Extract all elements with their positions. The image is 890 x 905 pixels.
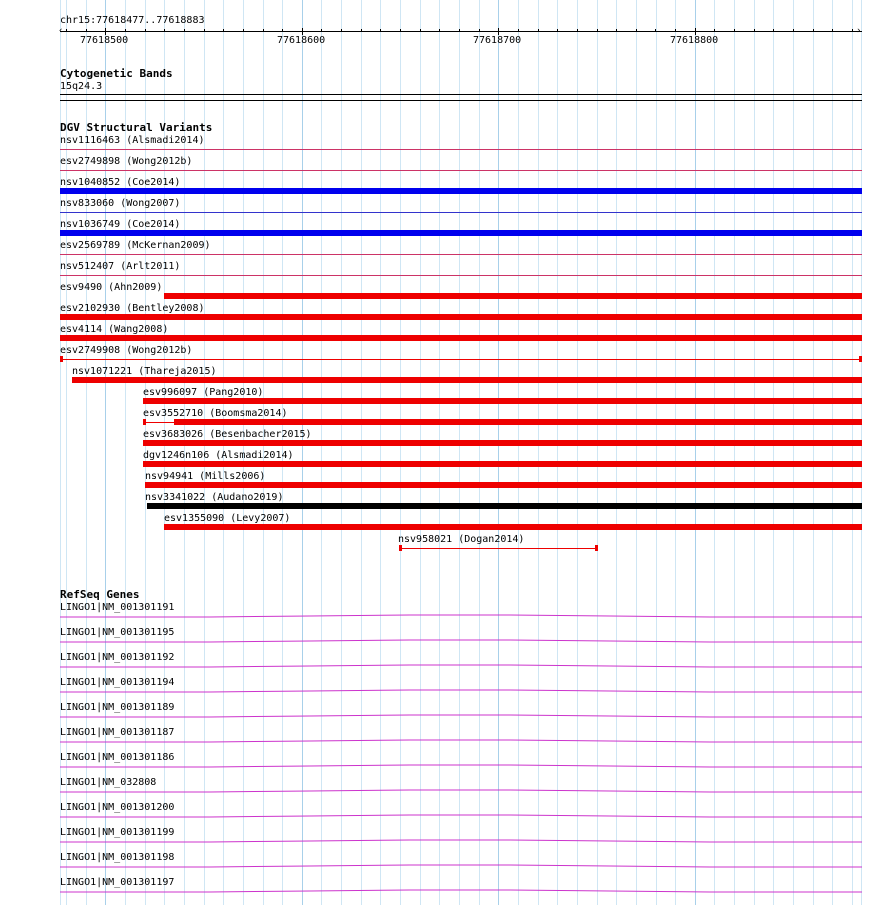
ruler-tick (105, 28, 106, 35)
ruler-tick (341, 29, 342, 32)
grid-line (861, 0, 862, 905)
ruler-tick (361, 29, 362, 32)
dgv-feature-label[interactable]: nsv94941 (Mills2006) (145, 471, 266, 482)
dgv-feature-bar[interactable] (60, 254, 862, 255)
grid-line (459, 0, 460, 905)
grid-line (498, 0, 499, 905)
ruler-tick (86, 29, 87, 32)
refseq-transcript-label[interactable]: LINGO1|NM_001301187 (60, 727, 175, 738)
grid-line (439, 0, 440, 905)
ruler-tick (793, 29, 794, 32)
grid-line (813, 0, 814, 905)
refseq-transcript-model[interactable] (60, 663, 862, 669)
grid-line (636, 0, 637, 905)
grid-line (557, 0, 558, 905)
grid-line (832, 0, 833, 905)
refseq-transcript-label[interactable]: LINGO1|NM_001301192 (60, 652, 175, 663)
ruler-tick (538, 29, 539, 32)
ruler-axis (60, 31, 862, 32)
dgv-feature-bar[interactable] (164, 293, 862, 299)
ruler-tick (439, 29, 440, 32)
refseq-transcript-model[interactable] (60, 713, 862, 719)
ruler-tick (145, 29, 146, 32)
dgv-feature-label[interactable]: esv2569789 (McKernan2009) (60, 240, 211, 251)
dgv-feature-endcap (143, 419, 146, 425)
ruler-tick (459, 29, 460, 32)
refseq-transcript-model[interactable] (60, 863, 862, 869)
grid-line (656, 0, 657, 905)
ruler-tick (813, 29, 814, 32)
dgv-feature-label[interactable]: esv1355090 (Levy2007) (164, 513, 291, 524)
ruler-tick (773, 29, 774, 32)
ruler-tick (223, 29, 224, 32)
ruler-tick (498, 28, 499, 35)
dgv-feature-bar[interactable] (143, 440, 862, 446)
dgv-feature-label[interactable]: nsv1116463 (Alsmadi2014) (60, 135, 205, 146)
refseq-transcript-label[interactable]: LINGO1|NM_001301197 (60, 877, 175, 888)
grid-line (538, 0, 539, 905)
dgv-feature-bar[interactable] (145, 482, 862, 488)
dgv-feature-label[interactable]: nsv833060 (Wong2007) (60, 198, 181, 209)
refseq-transcript-model[interactable] (60, 638, 862, 644)
ruler-tick (754, 29, 755, 32)
dgv-feature-bar[interactable] (143, 461, 862, 467)
dgv-feature-label[interactable]: nsv958021 (Dogan2014) (398, 534, 525, 545)
refseq-transcript-label[interactable]: LINGO1|NM_001301200 (60, 802, 175, 813)
dgv-feature-bar[interactable] (60, 188, 862, 194)
ruler-tick (282, 29, 283, 32)
ruler-tick (380, 29, 381, 32)
grid-line (577, 0, 578, 905)
ruler-tick (655, 29, 656, 32)
ruler-tick (636, 29, 637, 32)
grid-line (321, 0, 322, 905)
ruler-tick (420, 29, 421, 32)
dgv-track-title: DGV Structural Variants (60, 121, 213, 134)
dgv-feature-bar[interactable] (60, 314, 862, 320)
ruler-tick (734, 29, 735, 32)
dgv-feature-label[interactable]: nsv3341022 (Audano2019) (145, 492, 284, 503)
grid-line (479, 0, 480, 905)
dgv-feature-label[interactable]: nsv512407 (Arlt2011) (60, 261, 181, 272)
ruler-tick (832, 29, 833, 32)
ruler-right-arrow-icon: › (856, 26, 862, 36)
ruler-tick (164, 29, 165, 32)
dgv-feature-intron (143, 422, 174, 423)
refseq-transcript-model[interactable] (60, 888, 862, 894)
dgv-feature-bar[interactable] (60, 359, 862, 360)
grid-line (675, 0, 676, 905)
grid-line (734, 0, 735, 905)
ruler-tick (66, 29, 67, 32)
dgv-feature-label[interactable]: esv2102930 (Bentley2008) (60, 303, 205, 314)
refseq-transcript-label[interactable]: LINGO1|NM_001301186 (60, 752, 175, 763)
dgv-feature-endcap (60, 356, 63, 362)
ruler-tick (204, 29, 205, 32)
ruler-tick (557, 29, 558, 32)
refseq-transcript-label[interactable]: LINGO1|NM_001301199 (60, 827, 175, 838)
grid-line (341, 0, 342, 905)
ruler-tick (243, 29, 244, 32)
dgv-feature-label[interactable]: nsv1040852 (Coe2014) (60, 177, 181, 188)
grid-line (754, 0, 755, 905)
dgv-feature-bar[interactable] (60, 212, 862, 213)
cytoband-line (60, 100, 862, 101)
dgv-feature-bar[interactable] (60, 275, 862, 276)
dgv-feature-label[interactable]: nsv1071221 (Thareja2015) (72, 366, 217, 377)
ruler-tick (184, 29, 185, 32)
ruler-tick (695, 28, 696, 35)
dgv-feature-label[interactable]: esv3552710 (Boomsma2014) (143, 408, 288, 419)
ruler-tick (321, 29, 322, 32)
refseq-transcript-label[interactable]: LINGO1|NM_001301198 (60, 852, 175, 863)
refseq-transcript-model[interactable] (60, 813, 862, 819)
cytoband-line (60, 94, 862, 95)
tick-label: 77618500 (80, 35, 129, 46)
ruler-tick (263, 29, 264, 32)
dgv-feature-label[interactable]: esv2749908 (Wong2012b) (60, 345, 193, 356)
tick-label: 77618800 (670, 35, 719, 46)
dgv-feature-bar[interactable] (60, 149, 862, 150)
grid-line (420, 0, 421, 905)
dgv-feature-bar[interactable] (60, 335, 862, 341)
grid-line (852, 0, 853, 905)
ruler-tick (714, 29, 715, 32)
refseq-transcript-label[interactable]: LINGO1|NM_001301195 (60, 627, 175, 638)
dgv-feature-label[interactable]: esv996097 (Pang2010) (143, 387, 264, 398)
grid-line (380, 0, 381, 905)
refseq-transcript-model[interactable] (60, 838, 862, 844)
dgv-feature-bar[interactable] (399, 548, 598, 549)
ruler-tick (125, 29, 126, 32)
tick-label: 77618700 (473, 35, 522, 46)
ruler-tick (518, 29, 519, 32)
dgv-feature-endcap (399, 545, 402, 551)
ruler-tick (852, 29, 853, 32)
dgv-feature-bar[interactable] (143, 398, 862, 404)
ruler-tick (616, 29, 617, 32)
dgv-feature-bar[interactable] (164, 524, 862, 530)
refseq-track-title: RefSeq Genes (60, 588, 140, 601)
dgv-feature-endcap (859, 356, 862, 362)
grid-line (302, 0, 303, 905)
ruler-tick (479, 29, 480, 32)
refseq-transcript-label[interactable]: LINGO1|NM_001301191 (60, 602, 175, 613)
dgv-feature-bar[interactable] (147, 503, 862, 509)
grid-line (400, 0, 401, 905)
ruler-tick (400, 29, 401, 32)
ruler-tick (597, 29, 598, 32)
grid-line (695, 0, 696, 905)
dgv-feature-bar[interactable] (174, 419, 862, 425)
refseq-transcript-model[interactable] (60, 613, 862, 619)
cytoband-track-title: Cytogenetic Bands (60, 67, 173, 80)
dgv-feature-bar[interactable] (72, 377, 862, 383)
refseq-transcript-label[interactable]: LINGO1|NM_001301194 (60, 677, 175, 688)
grid-line (518, 0, 519, 905)
dgv-feature-label[interactable]: nsv1036749 (Coe2014) (60, 219, 181, 230)
cytoband-label: 15q24.3 (60, 81, 103, 92)
dgv-feature-label[interactable]: esv2749898 (Wong2012b) (60, 156, 193, 167)
refseq-transcript-model[interactable] (60, 738, 862, 744)
dgv-feature-bar[interactable] (60, 170, 862, 171)
refseq-transcript-label[interactable]: LINGO1|NM_032808 (60, 777, 157, 788)
region-label: chr15:77618477..77618883 (60, 15, 205, 26)
dgv-feature-label[interactable]: dgv1246n106 (Alsmadi2014) (143, 450, 294, 461)
grid-line (597, 0, 598, 905)
refseq-transcript-model[interactable] (60, 763, 862, 769)
grid-line (616, 0, 617, 905)
grid-line (714, 0, 715, 905)
dgv-feature-label[interactable]: esv3683026 (Besenbacher2015) (143, 429, 312, 440)
grid-line (773, 0, 774, 905)
ruler-tick (302, 28, 303, 35)
ruler-left-arrow-icon: ‹ (58, 26, 64, 36)
tick-label: 77618600 (277, 35, 326, 46)
grid-line (793, 0, 794, 905)
dgv-feature-label[interactable]: esv4114 (Wang2008) (60, 324, 169, 335)
refseq-transcript-label[interactable]: LINGO1|NM_001301189 (60, 702, 175, 713)
dgv-feature-label[interactable]: esv9490 (Ahn2009) (60, 282, 163, 293)
ruler-tick (577, 29, 578, 32)
dgv-feature-bar[interactable] (60, 230, 862, 236)
refseq-transcript-model[interactable] (60, 688, 862, 694)
ruler-tick (675, 29, 676, 32)
grid-line (361, 0, 362, 905)
dgv-feature-endcap (595, 545, 598, 551)
refseq-transcript-model[interactable] (60, 788, 862, 794)
